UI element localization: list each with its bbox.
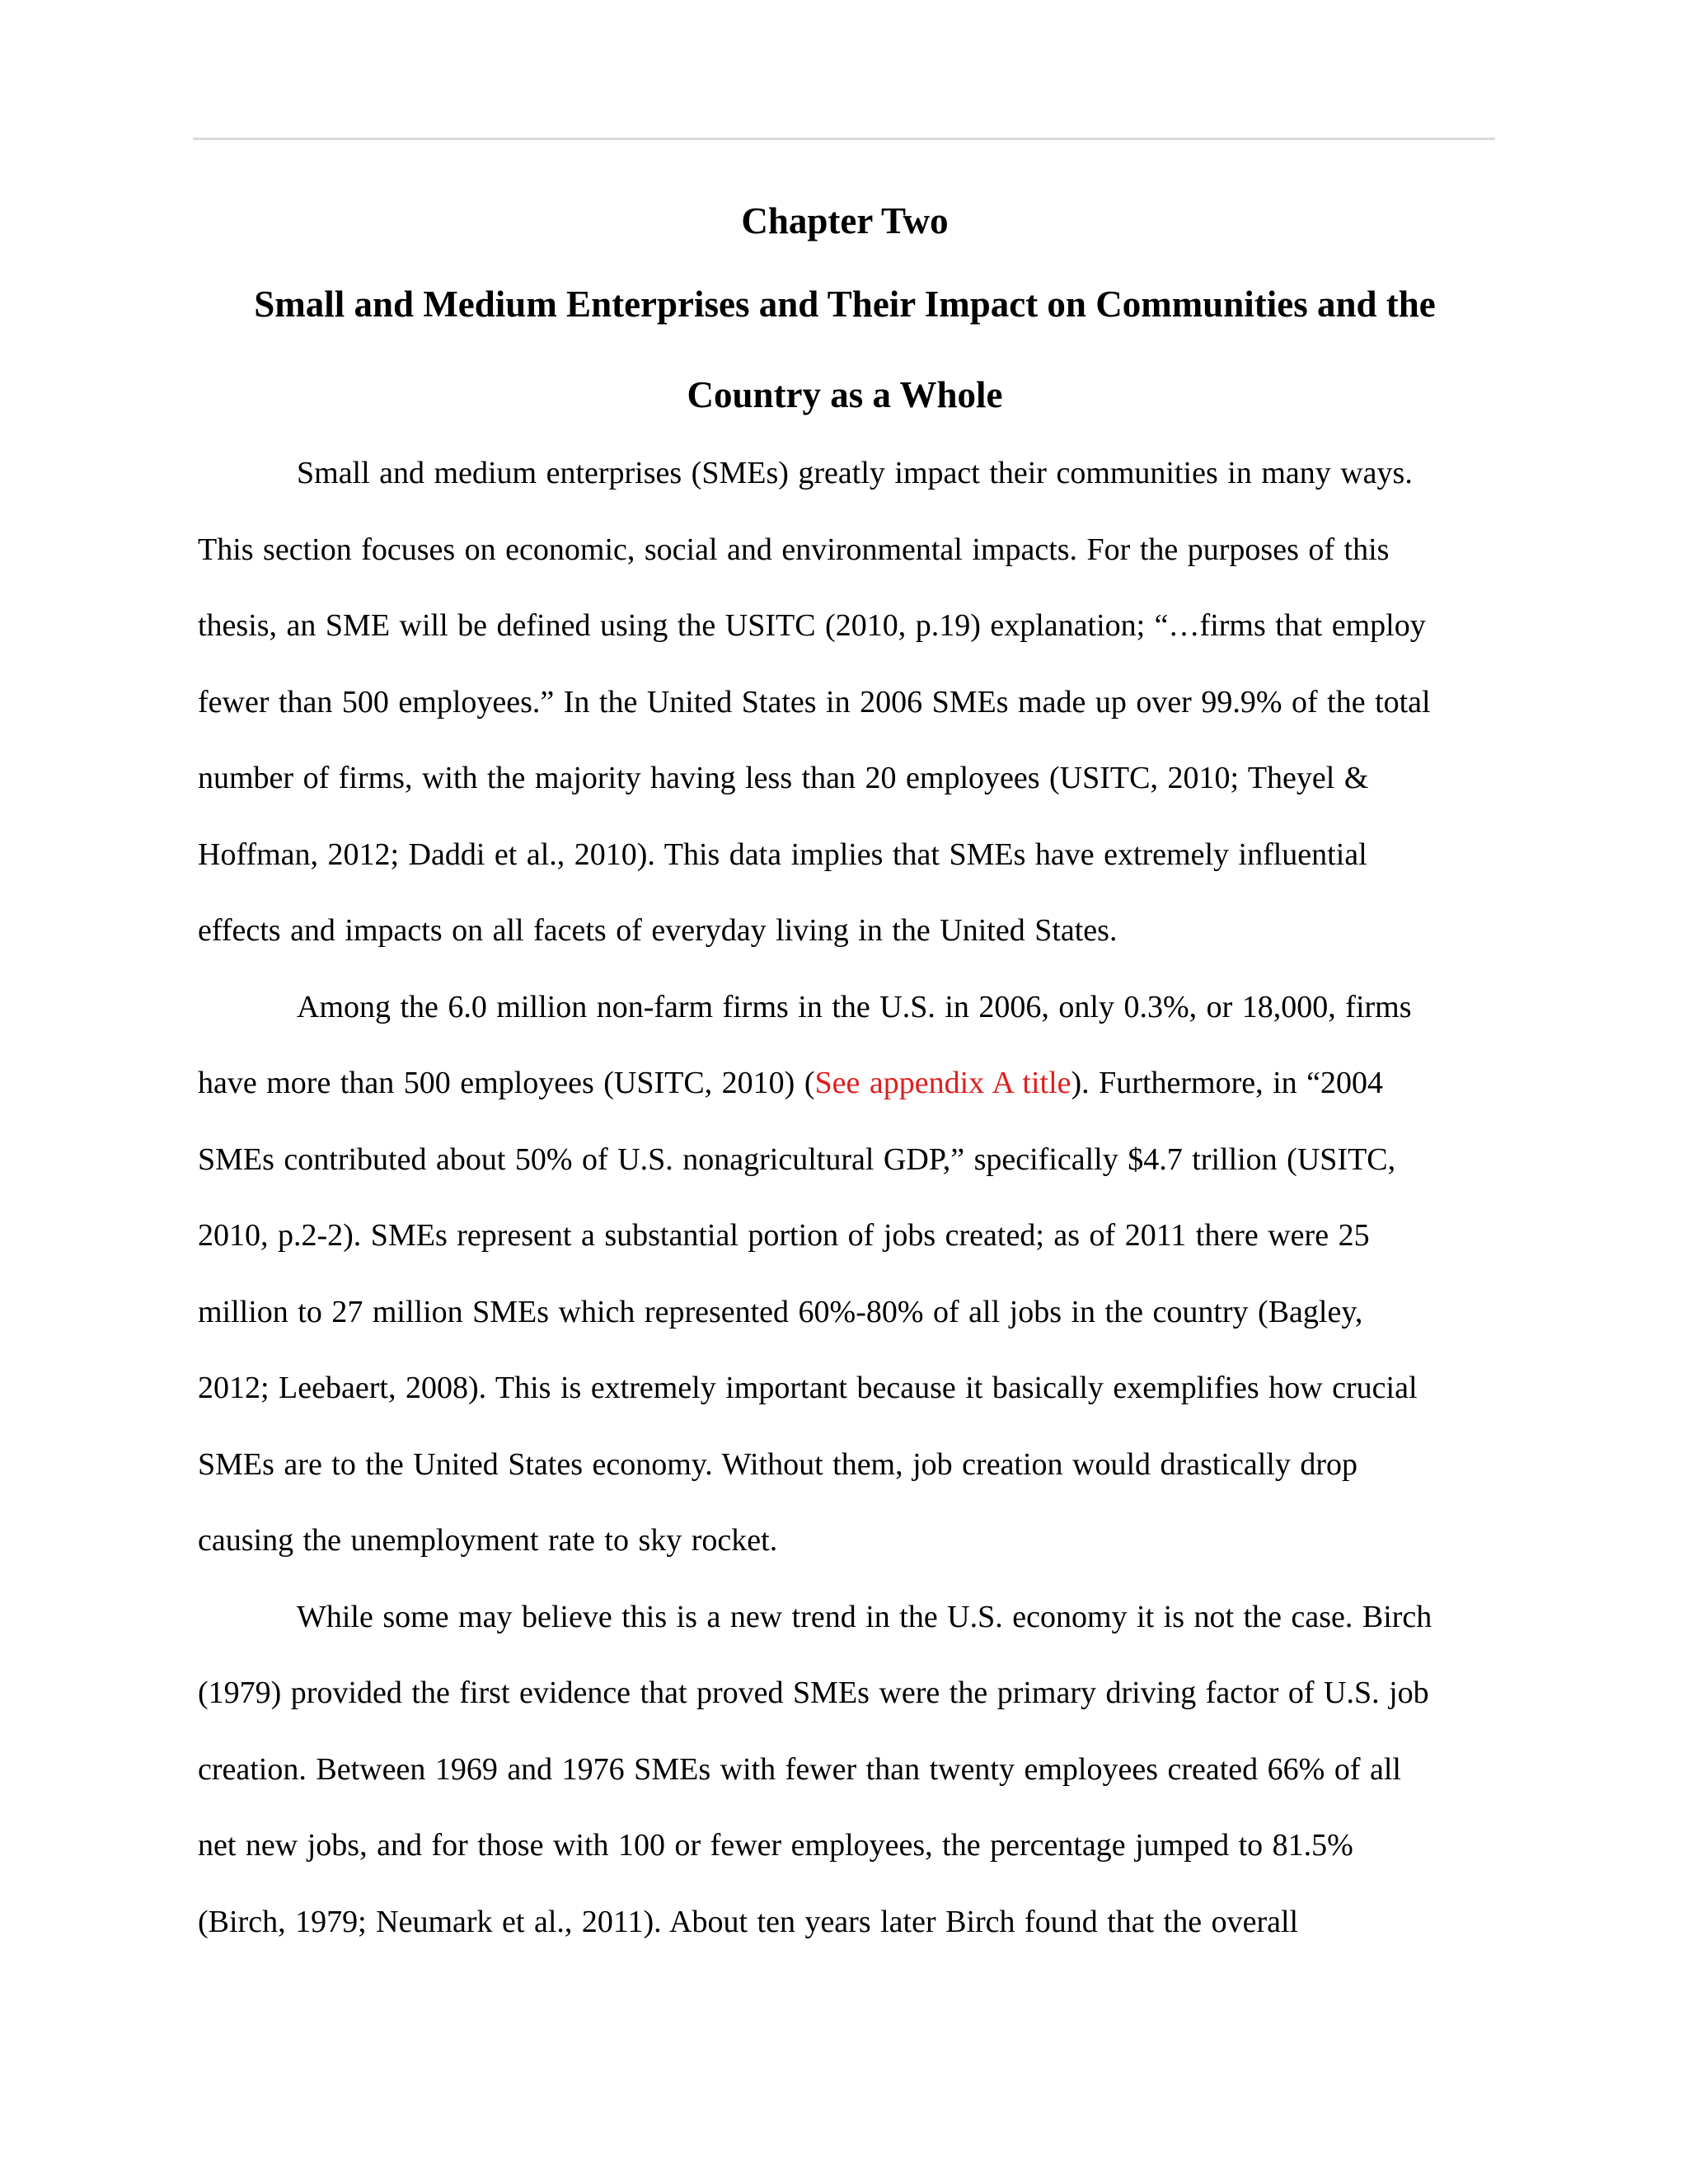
text-line: (Birch, 1979; Neumark et al., 2011). About ten years later Birch found that the overall [198,1904,1299,1939]
text-line: 2012; Leebaert, 2008). This is extremely important because it basically exemplifies how crucial [198,1371,1418,1405]
text-line: Among the 6.0 million non-farm firms in the U.S. in 2006, only 0.3%, or 18,000, firms [297,989,1412,1024]
text-line: number of firms, with the majority having less than 20 employees (USITC, 2010; Theyel & [198,761,1369,795]
text-line: effects and impacts on all facets of everyday living in the United States. [198,913,1118,948]
text-line: This section focuses on economic, social and environmental impacts. For the purposes of this [198,532,1390,567]
text-line: (1979) provided the first evidence that proved SMEs were the primary driving factor of U.S. job [198,1675,1429,1710]
text-line: thesis, an SME will be defined using the USITC (2010, p.19) explanation; “…firms that employ [198,608,1426,643]
page-content [198,183,1492,1960]
text-line: SMEs contributed about 50% of U.S. nonagricultural GDP,” specifically $4.7 trillion (USITC, [198,1141,1396,1177]
text-line-with-reference [198,1045,1492,1122]
text-line: SMEs are to the United States economy. Without them, job creation would drastically drop [198,1446,1357,1482]
text-segment: have more than 500 employees (USITC, 2010) ( [198,1066,815,1100]
text-segment: ). Furthermore, in “2004 [1071,1066,1384,1100]
paragraph-1 [198,435,1492,969]
text-line: net new jobs, and for those with 100 or fewer employees, the percentage jumped to 81.5% [198,1828,1353,1863]
chapter-title-line-2: Country as a Whole [687,374,1003,415]
header-rule [193,138,1495,140]
text-line: creation. Between 1969 and 1976 SMEs with fewer than twenty employees created 66% of all [198,1751,1401,1787]
chapter-title-line-1: Small and Medium Enterprises and Their Impact on Communities and the [254,284,1436,325]
text-line: million to 27 million SMEs which represented 60%-80% of all jobs in the country (Bagley, [198,1294,1363,1329]
chapter-label: Chapter Two [741,200,949,241]
text-line: causing the unemployment rate to sky rocket. [198,1523,778,1558]
paragraph-3 [198,1579,1492,1961]
appendix-reference-link[interactable]: See appendix A title [814,1066,1071,1100]
text-line: fewer than 500 employees.” In the United States in 2006 SMEs made up over 99.9% of the total [198,684,1431,719]
text-line: Small and medium enterprises (SMEs) greatly impact their communities in many ways. [297,456,1413,490]
text-line: While some may believe this is a new trend in the U.S. economy it is not the case. Birch [297,1599,1432,1634]
paragraph-2 [198,969,1492,1579]
text-line: 2010, p.2-2). SMEs represent a substantial portion of jobs created; as of 2011 there were 25 [198,1218,1370,1253]
text-line: Hoffman, 2012; Daddi et al., 2010). This data implies that SMEs have extremely influential [198,837,1367,872]
